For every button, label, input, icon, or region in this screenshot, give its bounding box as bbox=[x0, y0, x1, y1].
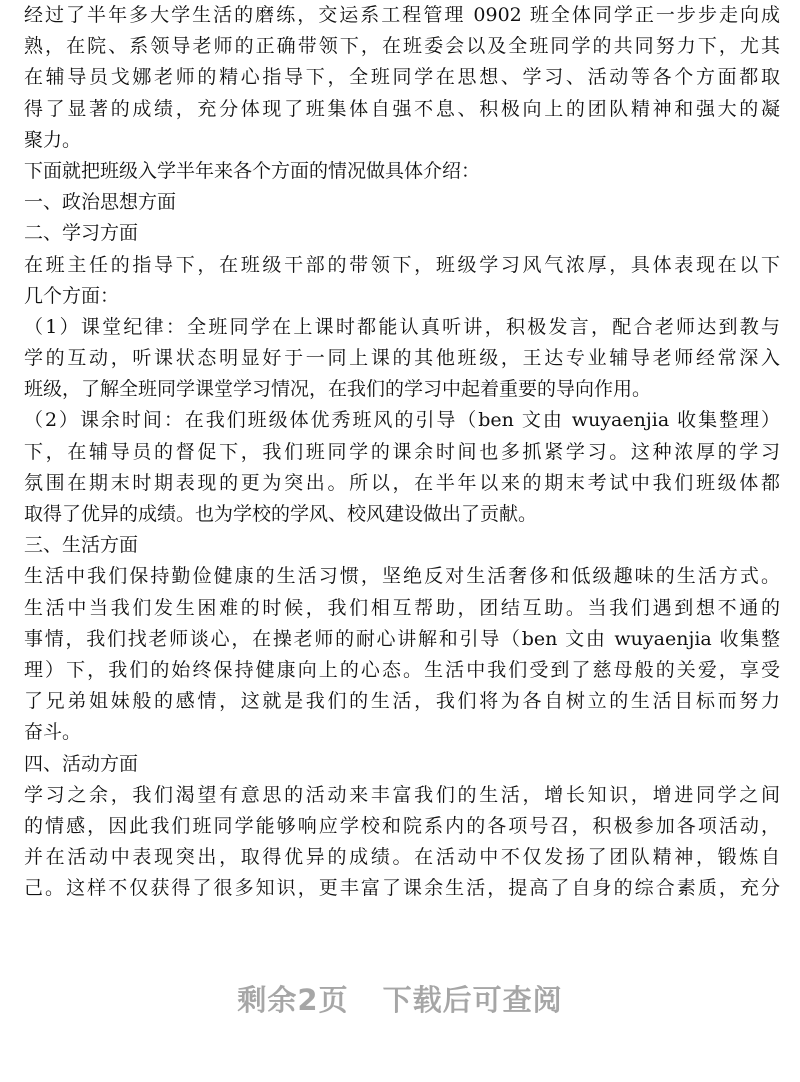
text-line: 得了显著的成绩，充分体现了班集体自强不息、积极向上的团队精神和强大的凝 bbox=[24, 97, 780, 120]
text-line: 并在活动中表现突出，取得优异的成绩。在活动中不仅发扬了团队精神，锻炼自 bbox=[24, 846, 780, 869]
download-hint-label: 下载后可查阅 bbox=[382, 983, 563, 1017]
text-line: 班级，了解全班同学课堂学习情况，在我们的学习中起着重要的导向作用。 bbox=[24, 378, 652, 401]
text-line: 聚力。 bbox=[24, 128, 82, 151]
text-line: 生活中当我们发生困难的时候，我们相互帮助，团结互助。当我们遇到想不通的 bbox=[24, 596, 780, 619]
text-line: 在辅导员戈娜老师的精心指导下，全班同学在思想、学习、活动等各个方面都取 bbox=[24, 66, 780, 89]
text-line: 取得了优异的成绩。也为学校的学风、校风建设做出了贡献。 bbox=[24, 503, 538, 525]
text-line: 下，在辅导员的督促下，我们班同学的课余时间也多抓紧学习。这种浓厚的学习 bbox=[24, 440, 780, 463]
text-line: 奋斗。 bbox=[24, 721, 82, 744]
text-line: （1）课堂纪律：全班同学在上课时都能认真听讲，积极发言，配合老师达到教与 bbox=[24, 315, 780, 338]
text-line: 下面就把班级入学半年来各个方面的情况做具体介绍： bbox=[24, 159, 481, 182]
text-line: 四、活动方面 bbox=[24, 752, 139, 775]
text-line: 学的互动，听课状态明显好于一同上课的其他班级，王达专业辅导老师经常深入 bbox=[24, 347, 780, 370]
text-line: 事情，我们找老师谈心，在操老师的耐心讲解和引导（ben 文由 wuyaenjia 收集整 bbox=[24, 627, 780, 650]
text-line: 在班主任的指导下，在班级干部的带领下，班级学习风气浓厚，具体表现在以下 bbox=[24, 253, 780, 276]
text-line: 的情感，因此我们班同学能够响应学校和院系内的各项号召，积极参加各项活动， bbox=[24, 814, 780, 837]
text-line: 学习之余，我们渴望有意思的活动来丰富我们的生活，增长知识，增进同学之间 bbox=[24, 783, 780, 806]
text-line: 一、政治思想方面 bbox=[24, 191, 177, 214]
text-line: 三、生活方面 bbox=[24, 534, 139, 557]
text-line: 己。这样不仅获得了很多知识，更丰富了课余生活，提高了自身的综合素质，充分 bbox=[24, 877, 780, 900]
text-line: 熟，在院、系领导老师的正确带领下，在班委会以及全班同学的共同努力下，尤其 bbox=[24, 35, 780, 58]
remaining-pages-label: 剩余2页 bbox=[237, 983, 349, 1017]
text-line: 理）下，我们的始终保持健康向上的心态。生活中我们受到了慈母般的关爱，享受 bbox=[24, 658, 780, 681]
download-prompt[interactable] bbox=[0, 978, 800, 1019]
document-body bbox=[24, 0, 780, 904]
text-line: 生活中我们保持勤俭健康的生活习惯，坚绝反对生活奢侈和低级趣味的生活方式。 bbox=[24, 565, 780, 588]
text-line: （2）课余时间：在我们班级体优秀班风的引导（ben 文由 wuyaenjia 收集整理） bbox=[24, 409, 780, 432]
text-line: 氛围在期末时期表现的更为突出。所以，在半年以来的期末考试中我们班级体都 bbox=[24, 471, 780, 494]
text-line: 了兄弟姐妹般的感情，这就是我们的生活，我们将为各自树立的生活目标而努力 bbox=[24, 690, 780, 713]
text-line: 经过了半年多大学生活的磨练，交运系工程管理 0902 班全体同学正一步步走向成 bbox=[24, 4, 780, 26]
text-line: 几个方面： bbox=[24, 284, 120, 307]
text-line: 二、学习方面 bbox=[24, 222, 139, 245]
